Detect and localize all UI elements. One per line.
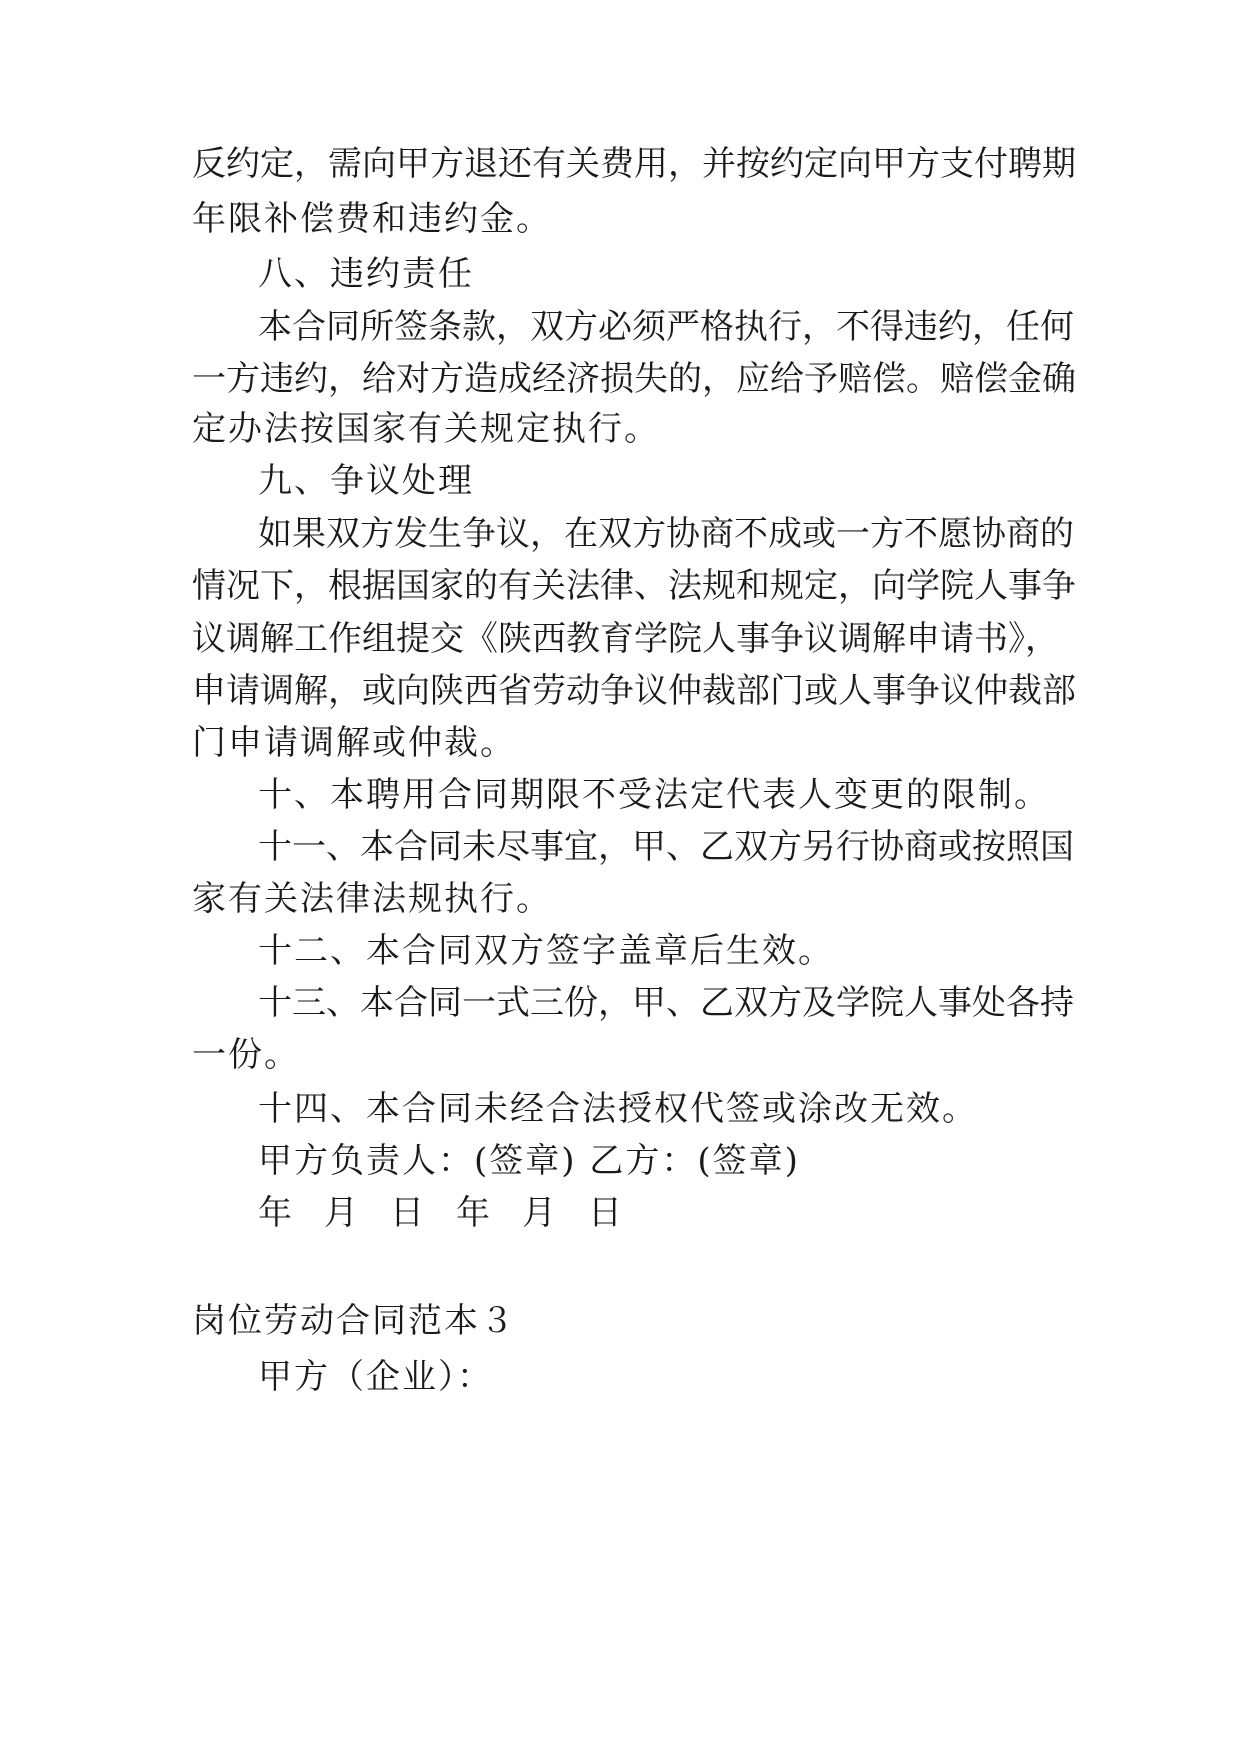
date-day: 日: [588, 1193, 624, 1233]
date-year: 年: [456, 1193, 492, 1233]
date-month: 月: [324, 1193, 360, 1233]
paragraph-line: 反约定，需向甲方退还有关费用，并按约定向甲方支付聘期: [192, 144, 1076, 184]
paragraph-line: 申请调解，或向陕西省劳动争议仲裁部门或人事争议仲裁部: [192, 671, 1076, 711]
section-title: 岗位劳动合同范本３: [192, 1301, 516, 1341]
paragraph-line: 本合同所签条款，双方必须严格执行，不得违约，任何: [258, 307, 1074, 347]
paragraph-line: 一方违约，给对方造成经济损失的，应给予赔偿。赔偿金确: [192, 359, 1076, 399]
paragraph-line: 十、本聘用合同期限不受法定代表人变更的限制。: [258, 775, 1050, 815]
date-day: 日: [390, 1193, 426, 1233]
section-heading: 八、违约责任: [258, 254, 474, 294]
paragraph-line: 十四、本合同未经合法授权代签或涂改无效。: [258, 1089, 978, 1129]
paragraph-line: 家有关法律法规执行。: [192, 879, 552, 919]
date-row: [258, 1184, 654, 1242]
date-year: 年: [258, 1193, 294, 1233]
paragraph-line: 十三、本合同一式三份，甲、乙双方及学院人事处各持: [258, 983, 1074, 1023]
paragraph-line: 如果双方发生争议，在双方协商不成或一方不愿协商的: [258, 514, 1074, 554]
paragraph-line: 定办法按国家有关规定执行。: [192, 409, 660, 449]
paragraph-line: 年限补偿费和违约金。: [192, 199, 552, 239]
paragraph-line: 门申请调解或仲裁。: [192, 723, 516, 763]
paragraph-line: 一份。: [192, 1035, 300, 1075]
paragraph-line: 十二、本合同双方签字盖章后生效。: [258, 931, 834, 971]
paragraph-line: 十一、本合同未尽事宜，甲、乙双方另行协商或按照国: [258, 827, 1074, 867]
section-heading: 九、争议处理: [258, 461, 474, 501]
party-a-label: 甲方（企业）：: [258, 1357, 493, 1397]
date-month: 月: [522, 1193, 558, 1233]
paragraph-line: 情况下，根据国家的有关法律、法规和规定，向学院人事争: [192, 566, 1076, 606]
paragraph-line: 议调解工作组提交《陕西教育学院人事争议调解申请书》，: [192, 619, 1059, 659]
signature-line: 甲方负责人：(签章) 乙方：(签章): [258, 1141, 800, 1181]
